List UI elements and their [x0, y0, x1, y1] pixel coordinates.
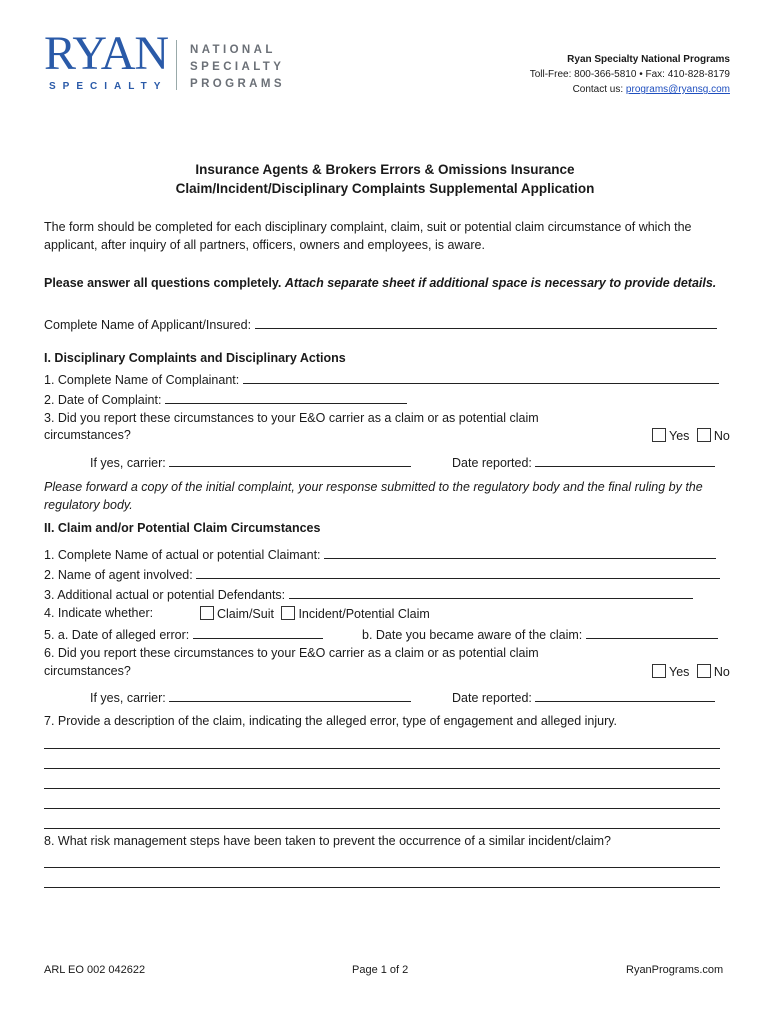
s1-no-checkbox[interactable]	[697, 428, 711, 442]
q8-answer-line[interactable]	[44, 867, 720, 868]
s2-q3-label: 3. Additional actual or potential Defendants:	[44, 588, 286, 602]
s2-q3-row	[44, 586, 693, 602]
aware-date-field[interactable]	[586, 626, 718, 639]
s2-carrier-field[interactable]	[169, 689, 411, 702]
s1-q1-label: 1. Complete Name of Complainant:	[44, 373, 240, 387]
q7-answer-line[interactable]	[44, 768, 720, 769]
s2-q5a-row	[44, 626, 323, 642]
website: RyanPrograms.com	[626, 964, 724, 976]
section1-heading: I. Disciplinary Complaints and Disciplinary Actions	[44, 351, 346, 365]
yes-label: Yes	[669, 429, 690, 443]
alleged-error-date-field[interactable]	[193, 626, 323, 639]
q8-answer-line[interactable]	[44, 887, 720, 888]
carrier-label: If yes, carrier:	[90, 456, 166, 470]
s1-yes-checkbox[interactable]	[652, 428, 666, 442]
company-name: Ryan Specialty National Programs	[567, 54, 730, 65]
s1-date-reported-field[interactable]	[535, 454, 715, 467]
s2-carrier-row	[90, 689, 411, 705]
s2-q5a-label: 5. a. Date of alleged error:	[44, 628, 190, 642]
s2-q6-line2: circumstances?	[44, 664, 131, 678]
s2-q6-line1: 6. Did you report these circumstances to your E&O carrier as a claim or as potential claim	[44, 646, 539, 660]
q7-answer-line[interactable]	[44, 748, 720, 749]
s2-no-checkbox[interactable]	[697, 664, 711, 678]
logo-specialty: SPECIALTY	[49, 81, 168, 92]
s1-yes-no	[652, 428, 730, 443]
s2-date-reported-row	[452, 689, 715, 705]
s1-q3-line1: 3. Did you report these circumstances to your E&O carrier as a claim or as potential claim	[44, 411, 539, 425]
date-reported-label: Date reported:	[452, 691, 532, 705]
s2-date-reported-field[interactable]	[535, 689, 715, 702]
s1-carrier-field[interactable]	[169, 454, 411, 467]
logo-divider	[176, 40, 177, 90]
s1-carrier-row	[90, 454, 411, 470]
form-title-line2: Claim/Incident/Disciplinary Complaints Supplemental Application	[175, 181, 595, 196]
s2-q7-label: 7. Provide a description of the claim, indicating the alleged error, type of engagement and alleged injury.	[44, 714, 618, 728]
no-label: No	[713, 429, 730, 443]
s2-yes-checkbox[interactable]	[652, 664, 666, 678]
s2-q5b-label: b. Date you became aware of the claim:	[362, 628, 583, 642]
defendants-field[interactable]	[289, 586, 693, 599]
date-reported-label: Date reported:	[452, 456, 532, 470]
s1-q2-label: 2. Date of Complaint:	[44, 393, 162, 407]
logo-national-specialty-programs	[190, 42, 285, 93]
s1-q3-line2: circumstances?	[44, 428, 131, 442]
instruction-italic: Attach separate sheet if additional space is necessary to provide details.	[284, 276, 717, 290]
q7-answer-line[interactable]	[44, 808, 720, 809]
logo-ryan: RYAN	[44, 27, 169, 80]
yes-label: Yes	[669, 665, 690, 679]
logo-line: NATIONAL	[190, 44, 276, 56]
s2-q2-row	[44, 566, 720, 582]
incident-label: Incident/Potential Claim	[298, 607, 430, 621]
s2-q8-label: 8. What risk management steps have been taken to prevent the occurrence of a similar incident/claim?	[44, 834, 611, 848]
s1-note: Please forward a copy of the initial complaint, your response submitted to the regulatory body and the final ruling by the regulatory body.	[44, 480, 703, 512]
s2-q5b-row	[362, 626, 718, 642]
s2-q1-row	[44, 546, 716, 562]
header-contact	[530, 52, 730, 97]
s2-yes-no	[652, 664, 730, 679]
email-link[interactable]: programs@ryansg.com	[625, 84, 730, 95]
no-label: No	[713, 665, 730, 679]
page-number: Page 1 of 2	[352, 964, 409, 976]
applicant-label: Complete Name of Applicant/Insured:	[44, 318, 252, 332]
phone-fax: Toll-Free: 800-366-5810 • Fax: 410-828-8179	[529, 69, 730, 80]
agent-name-field[interactable]	[196, 566, 720, 579]
complaint-date-field[interactable]	[165, 391, 407, 404]
s2-q4-label: 4. Indicate whether:	[44, 606, 154, 620]
complainant-name-field[interactable]	[243, 371, 719, 384]
logo-line: SPECIALTY	[190, 61, 285, 73]
contact-line	[530, 82, 730, 97]
q7-answer-line[interactable]	[44, 828, 720, 829]
form-title-line1: Insurance Agents & Brokers Errors & Omissions Insurance	[195, 162, 575, 177]
s2-q2-label: 2. Name of agent involved:	[44, 568, 193, 582]
q7-answer-line[interactable]	[44, 788, 720, 789]
carrier-label: If yes, carrier:	[90, 691, 166, 705]
claimant-name-field[interactable]	[324, 546, 716, 559]
s2-q4-row	[44, 606, 153, 620]
contact-label: Contact us:	[572, 84, 626, 95]
section2-heading: II. Claim and/or Potential Claim Circumstances	[44, 521, 321, 535]
form-code: ARL EO 002 042622	[44, 964, 146, 976]
instruction-bold: Please answer all questions completely.	[44, 276, 282, 290]
s2-q1-label: 1. Complete Name of actual or potential Claimant:	[44, 548, 321, 562]
claim-suit-label: Claim/Suit	[217, 607, 274, 621]
applicant-name-field[interactable]	[255, 316, 717, 329]
intro-text: The form should be completed for each disciplinary complaint, claim, suit or potential claim circumstance of which the applicant, after inquiry of all partners, officers, owners and employees, is aware.	[44, 220, 692, 252]
s1-q2-row	[44, 391, 407, 407]
claim-suit-checkbox[interactable]	[200, 606, 214, 620]
logo-line: PROGRAMS	[190, 78, 285, 90]
instructions	[44, 276, 716, 290]
s1-q1-row	[44, 371, 719, 387]
incident-checkbox[interactable]	[281, 606, 295, 620]
s1-date-reported-row	[452, 454, 715, 470]
applicant-row	[44, 316, 717, 332]
s2-q4-options	[200, 606, 430, 621]
